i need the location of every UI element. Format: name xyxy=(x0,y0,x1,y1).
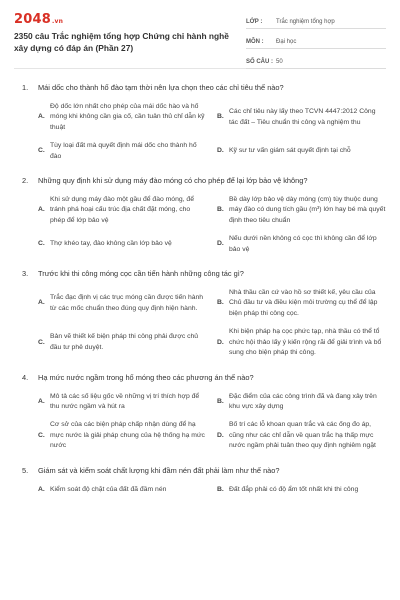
question-number: 2. xyxy=(22,176,29,186)
question-text xyxy=(22,373,386,383)
page-title: 2350 câu Trắc nghiệm tổng hợp Chứng chỉ hành nghề xây dựng có đáp án (Phần 27) xyxy=(14,31,229,53)
answer-option[interactable] xyxy=(217,327,386,358)
meta-row-subject xyxy=(246,29,386,49)
answer-option[interactable] xyxy=(38,327,207,358)
meta-label: MÔN : xyxy=(246,39,264,45)
option-text: Nhà thầu cần cứ vào hồ sơ thiết kế, yêu cầu của Chủ đầu tư và điều kiện môi trường cụ thể để lập biện pháp thi công cọc. xyxy=(229,289,378,317)
option-letter: A. xyxy=(38,206,45,214)
option-letter: A. xyxy=(38,397,45,405)
meta-label: SỐ CÂU : xyxy=(246,59,273,65)
answer-option[interactable] xyxy=(38,195,207,226)
answer-option[interactable] xyxy=(217,392,386,413)
option-letter: A. xyxy=(38,299,45,307)
option-text: Bề dày lớp bảo vệ dày móng (cm) tùy thuộc dung máy đào có dung tích gầu (m³) lớn hay bé mà quyết định theo tiêu chuẩn xyxy=(229,196,386,224)
logo-sub: .vn xyxy=(51,18,64,25)
option-text: Kiểm soát độ chặt của đất đã đầm nén xyxy=(50,485,167,493)
answer-option[interactable] xyxy=(217,485,386,495)
option-text: Mô tả các số liệu gốc về những vị trí thích hợp để thu nước ngầm và hút ra xyxy=(50,392,200,410)
question-text xyxy=(22,466,386,476)
option-text: Đặc điểm của các công trình đã và đang xây trên khu vực xây dựng xyxy=(229,392,377,410)
answer-option[interactable] xyxy=(217,288,386,319)
meta-value: 50 xyxy=(276,59,283,65)
option-letter: C. xyxy=(38,147,45,155)
question-number: 3. xyxy=(22,269,29,279)
question-stem: Những quy định khi sử dụng máy đào móng có cho phép để lại lớp bảo vệ không? xyxy=(38,176,308,186)
question-item xyxy=(22,373,386,452)
answer-options xyxy=(22,288,386,358)
option-letter: D. xyxy=(217,147,224,155)
question-list xyxy=(0,83,400,495)
answer-option[interactable] xyxy=(217,102,386,133)
option-letter: A. xyxy=(38,485,45,493)
option-letter: C. xyxy=(38,431,45,439)
option-text: Trắc đạc định vị các trục móng cần được tiến hành từ các mốc chuẩn theo đúng quy định hiện hành. xyxy=(50,294,204,312)
answer-options xyxy=(22,485,386,495)
answer-option[interactable] xyxy=(217,420,386,451)
answer-option[interactable] xyxy=(38,392,207,413)
meta-value: Trắc nghiệm tổng hợp xyxy=(276,19,335,25)
question-stem: Giám sát và kiểm soát chất lượng khi đầm nén đất phải làm như thế nào? xyxy=(38,465,280,475)
answer-options xyxy=(22,102,386,162)
option-letter: B. xyxy=(217,299,224,307)
question-text xyxy=(22,83,386,93)
answer-option[interactable] xyxy=(38,288,207,319)
meta-row-class xyxy=(246,13,386,29)
option-letter: B. xyxy=(217,113,224,121)
answer-option[interactable] xyxy=(38,141,207,162)
question-number: 1. xyxy=(22,83,29,92)
meta-table xyxy=(246,13,386,69)
page-header xyxy=(0,0,400,68)
option-text: Bố trí các lỗ khoan quan trắc và các ống đo áp, cũng như các chỉ dẫn về quan trắc hạ thấp mực nước ngầm phải tuân theo quy định nghiêm ngặt xyxy=(229,421,376,450)
answer-option[interactable] xyxy=(38,102,207,133)
logo-main: 2048 xyxy=(14,12,51,27)
option-letter: B. xyxy=(217,397,224,405)
question-item xyxy=(22,176,386,255)
option-letter: B. xyxy=(217,485,224,493)
question-item xyxy=(22,269,386,358)
option-letter: D. xyxy=(217,240,224,248)
option-text: Thợ khéo tay, đào không cần lớp bảo vệ xyxy=(50,240,172,248)
question-text xyxy=(22,176,386,186)
option-letter: C. xyxy=(38,240,45,248)
option-text: Độ dốc lớn nhất cho phép của mái dốc hào và hố móng khi không cần gia cố, cần tuân thủ chỉ dẫn kỹ thuật xyxy=(50,103,205,131)
question-text xyxy=(22,269,386,279)
meta-value: Đại học xyxy=(276,39,297,45)
option-letter: D. xyxy=(217,431,224,439)
option-text: Nếu dưới nền không có cọc thì không cần để lớp bảo vệ xyxy=(229,235,377,253)
option-text: Đất đắp phải có độ ẩm tốt nhất khi thi công xyxy=(229,485,359,493)
option-letter: A. xyxy=(38,113,45,121)
option-text: Khi biện pháp hạ cọc phức tạp, nhà thầu có thể tổ chức hội thảo lấy ý kiến rộng rãi để giải trình và bổ sung cho biện pháp thi công. xyxy=(229,328,382,357)
answer-option[interactable] xyxy=(38,485,207,495)
answer-option[interactable] xyxy=(217,234,386,255)
option-text: Các chỉ tiêu này lấy theo TCVN 4447:2012 Công tác đất – Tiêu chuẩn thi công và nghiệm thu xyxy=(229,108,376,126)
option-text: Tùy loại đất mà quyết định mái dốc cho thành hố đào xyxy=(50,142,197,160)
option-text: Bản vẽ thiết kế biện pháp thi công phải được chủ đầu tư phê duyệt. xyxy=(50,333,199,351)
answer-options xyxy=(22,195,386,255)
meta-row-count xyxy=(246,49,386,69)
option-text: Cơ sở của các biện pháp chấp nhận dùng để hạ mực nước là giải pháp chung của hệ thống hạ mức nước xyxy=(50,421,205,450)
question-stem: Hạ mức nước ngầm trong hố móng theo các phương án thế nào? xyxy=(38,372,254,382)
question-item xyxy=(22,466,386,495)
option-text: Khi sử dụng máy đào một gầu để đào móng, để tránh phá hoại cấu trúc địa chất đặt móng, cho phép để lớp bảo vệ xyxy=(50,196,194,224)
answer-option[interactable] xyxy=(38,234,207,255)
option-letter: C. xyxy=(38,338,45,346)
question-item xyxy=(22,83,386,162)
option-text: Kỹ sư tư vấn giám sát quyết định tại chỗ xyxy=(229,147,351,155)
answer-option[interactable] xyxy=(38,420,207,451)
question-stem: Trước khi thi công móng cọc cần tiến hành những công tác gì? xyxy=(38,269,244,279)
option-letter: D. xyxy=(217,338,224,346)
question-number: 4. xyxy=(22,372,29,382)
question-number: 5. xyxy=(22,465,29,475)
question-stem: Mái dốc cho thành hố đào tạm thời nên lựa chọn theo các chỉ tiêu thế nào? xyxy=(38,83,284,92)
answer-option[interactable] xyxy=(217,195,386,226)
answer-options xyxy=(22,392,386,452)
answer-option[interactable] xyxy=(217,141,386,162)
meta-label: LỚP : xyxy=(246,19,263,25)
option-letter: B. xyxy=(217,206,224,214)
